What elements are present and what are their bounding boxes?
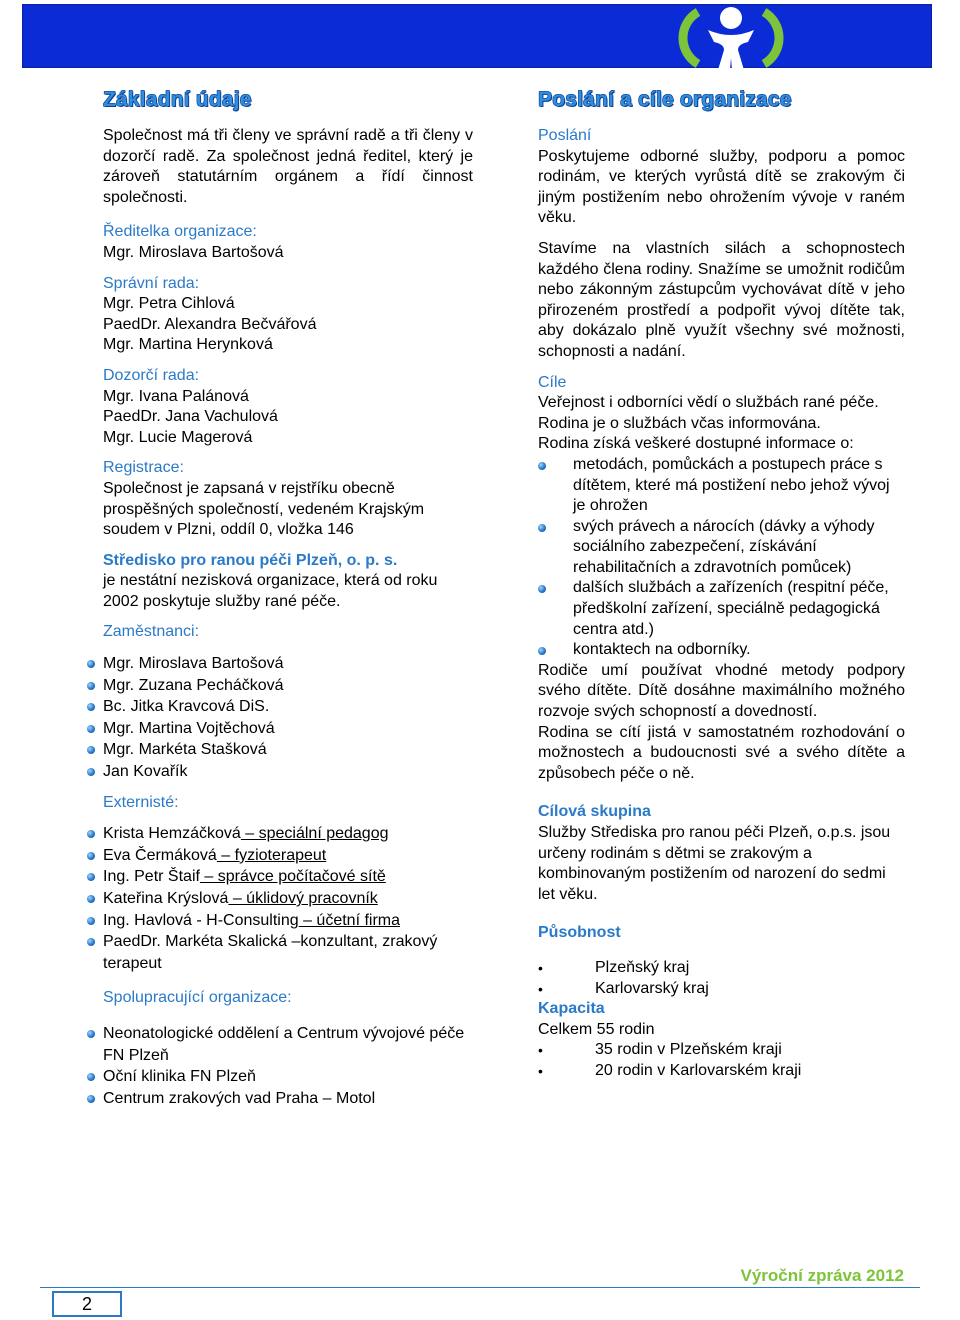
goals-label: Cíle — [538, 373, 567, 391]
scope-list — [538, 958, 905, 999]
goal-after: Rodina se cítí jistá v samostatném rozhodování o možnostech a budoucnosti své a svého dítěte a způsobech péče o ně. — [538, 723, 905, 782]
org-name: Středisko pro ranou péči Plzeň, o. p. s. — [103, 551, 398, 569]
goal-after: Rodiče umí používat vhodné metody podpory svého dítěte. Dítě dosáhne maximálního možného rozvoje svých schopností a dovedností. — [538, 661, 905, 721]
list-item: svých právech a nárocích (dávky a výhody sociálního zabezpečení, získávání rehabilitačních a zdravotních pomůcek) — [538, 517, 905, 579]
externist-role: – fyzioterapeut — [216, 846, 327, 864]
registration-label: Registrace: — [103, 459, 184, 477]
externists-list — [103, 823, 473, 974]
target-text: Služby Střediska pro ranou péči Plzeň, o.p.s. jsou určeny rodinám s dětmi se zrakovým a kombinovaným postižením od narození do sedmi let věku. — [538, 824, 891, 903]
list-item — [103, 910, 473, 932]
list-item: Jan Kovařík — [103, 761, 473, 783]
goals-list — [538, 455, 905, 661]
mission-label: Poslání — [538, 127, 592, 144]
director-name: Mgr. Miroslava Bartošová — [103, 243, 284, 261]
footer-divider — [40, 1287, 920, 1288]
intro-text: Společnost má tři členy ve správní radě a tři členy v dozorčí radě. Za společnost jedná ředitel, který je zároveň statutárním orgánem a řídí činnost společnosti. — [103, 127, 473, 206]
externist-role: – úklidový pracovník — [228, 890, 378, 907]
supervisory-member: PaedDr. Jana Vachulová — [103, 408, 278, 426]
scope-label: Působnost — [538, 924, 621, 942]
mission-text-2: Stavíme na vlastních silách a schopnostech každého člena rodiny. Snažíme se umožnit rodičům nebo zákonným zástupcům vychovávat dítě v jeho přirozeném prostředí a podpořit vývoj dítěte tak, aby dokázalo plně využít všechny své možnosti, schopnosti a nadání. — [538, 239, 905, 360]
registration-text: Společnost je zapsaná v rejstříku obecně prospěšných společností, vedeném Krajským soudem v Plzni, oddíl 0, vložka 146 — [103, 479, 425, 539]
board-member: Mgr. Petra Cihlová — [103, 295, 235, 313]
basic-info-title: Základní údaje — [103, 88, 252, 111]
goal-line: Veřejnost i odborníci vědí o službách rané péče. — [538, 394, 879, 412]
list-item — [103, 866, 473, 888]
externist-role: – speciální pedagog — [240, 825, 389, 843]
list-item: Centrum zrakových vad Praha – Motol — [103, 1088, 473, 1110]
list-item: metodách, pomůckách a postupech práce s dítětem, které má postižení nebo jehož vývoj je ohrožen — [538, 455, 905, 517]
partners-label: Spolupracující organizace: — [103, 989, 292, 1007]
supervisory-member: Mgr. Lucie Magerová — [103, 428, 253, 446]
board-member: PaedDr. Alexandra Bečvářová — [103, 315, 317, 333]
board-label: Správní rada: — [103, 274, 200, 292]
target-label: Cílová skupina — [538, 803, 651, 821]
partners-list — [103, 1023, 473, 1109]
supervisory-member: Mgr. Ivana Palánová — [103, 387, 249, 405]
list-item: Mgr. Miroslava Bartošová — [103, 653, 473, 675]
list-item: Bc. Jitka Kravcová DiS. — [103, 696, 473, 718]
externist-role: – účetní firma — [298, 911, 401, 929]
externist-name: Krista Hemzáčková — [103, 825, 241, 843]
list-item: kontaktech na odborníky. — [538, 640, 905, 661]
list-item: • Plzeňský kraj — [538, 958, 905, 979]
list-item: • 35 rodin v Plzeňském kraji — [538, 1040, 905, 1061]
supervisory-label: Dozorčí rada: — [103, 366, 200, 384]
left-column — [103, 88, 473, 1109]
goal-line: Rodina je o službách včas informována. — [538, 414, 821, 432]
externist-name: PaedDr. Markéta Skalická — [103, 933, 288, 951]
mission-text: Poskytujeme odborné služby, podporu a pomoc rodinám, ve kterých vyrůstá dítě se zrakovým či jiným postižením nebo ohrožením vývoje v raném věku. — [538, 147, 905, 227]
annual-report-label: Výroční zpráva 2012 — [740, 1266, 904, 1285]
externist-name: Ing. Petr Štaif — [103, 868, 200, 886]
list-item — [103, 823, 473, 845]
externist-role: – správce počítačové sítě — [199, 868, 386, 886]
board-member: Mgr. Martina Herynková — [103, 336, 273, 354]
externist-role: –konzultant, zrakový terapeut — [103, 933, 438, 972]
org-text: je nestátní nezisková organizace, která od roku 2002 poskytuje služby rané péče. — [103, 572, 438, 610]
capacity-list — [538, 1040, 905, 1081]
list-item: dalších službách a zařízeních (respitní péče, předškolní zařízení, speciálně pedagogická centra atd.) — [538, 578, 905, 640]
externist-name: Eva Čermáková — [103, 846, 217, 864]
employees-list — [103, 653, 473, 783]
list-item: Mgr. Zuzana Pecháčková — [103, 675, 473, 697]
list-item: • 20 rodin v Karlovarském kraji — [538, 1061, 905, 1082]
child-figure-logo-icon — [668, 0, 788, 76]
list-item: Neonatologické oddělení a Centrum vývojové péče FN Plzeň — [103, 1023, 473, 1066]
capacity-label: Kapacita — [538, 1000, 605, 1018]
header-banner — [22, 4, 932, 68]
page-number: 2 — [52, 1291, 122, 1317]
capacity-total: Celkem 55 rodin — [538, 1020, 655, 1038]
right-column — [538, 88, 905, 1082]
list-item — [103, 931, 473, 974]
list-item: Mgr. Martina Vojtěchová — [103, 718, 473, 740]
externist-name: Ing. Havlová - H-Consulting — [103, 911, 299, 929]
externist-name: Kateřina Krýslová — [103, 890, 229, 907]
director-label: Ředitelka organizace: — [103, 223, 257, 241]
list-item: • Karlovarský kraj — [538, 979, 905, 1000]
list-item: Mgr. Markéta Stašková — [103, 739, 473, 761]
goal-line: Rodina získá veškeré dostupné informace o: — [538, 435, 854, 453]
list-item — [103, 888, 473, 910]
list-item: Oční klinika FN Plzeň — [103, 1066, 473, 1088]
employees-label: Zaměstnanci: — [103, 623, 200, 641]
externists-label: Externisté: — [103, 793, 179, 811]
list-item — [103, 845, 473, 867]
mission-goals-title: Poslání a cíle organizace — [538, 88, 792, 111]
